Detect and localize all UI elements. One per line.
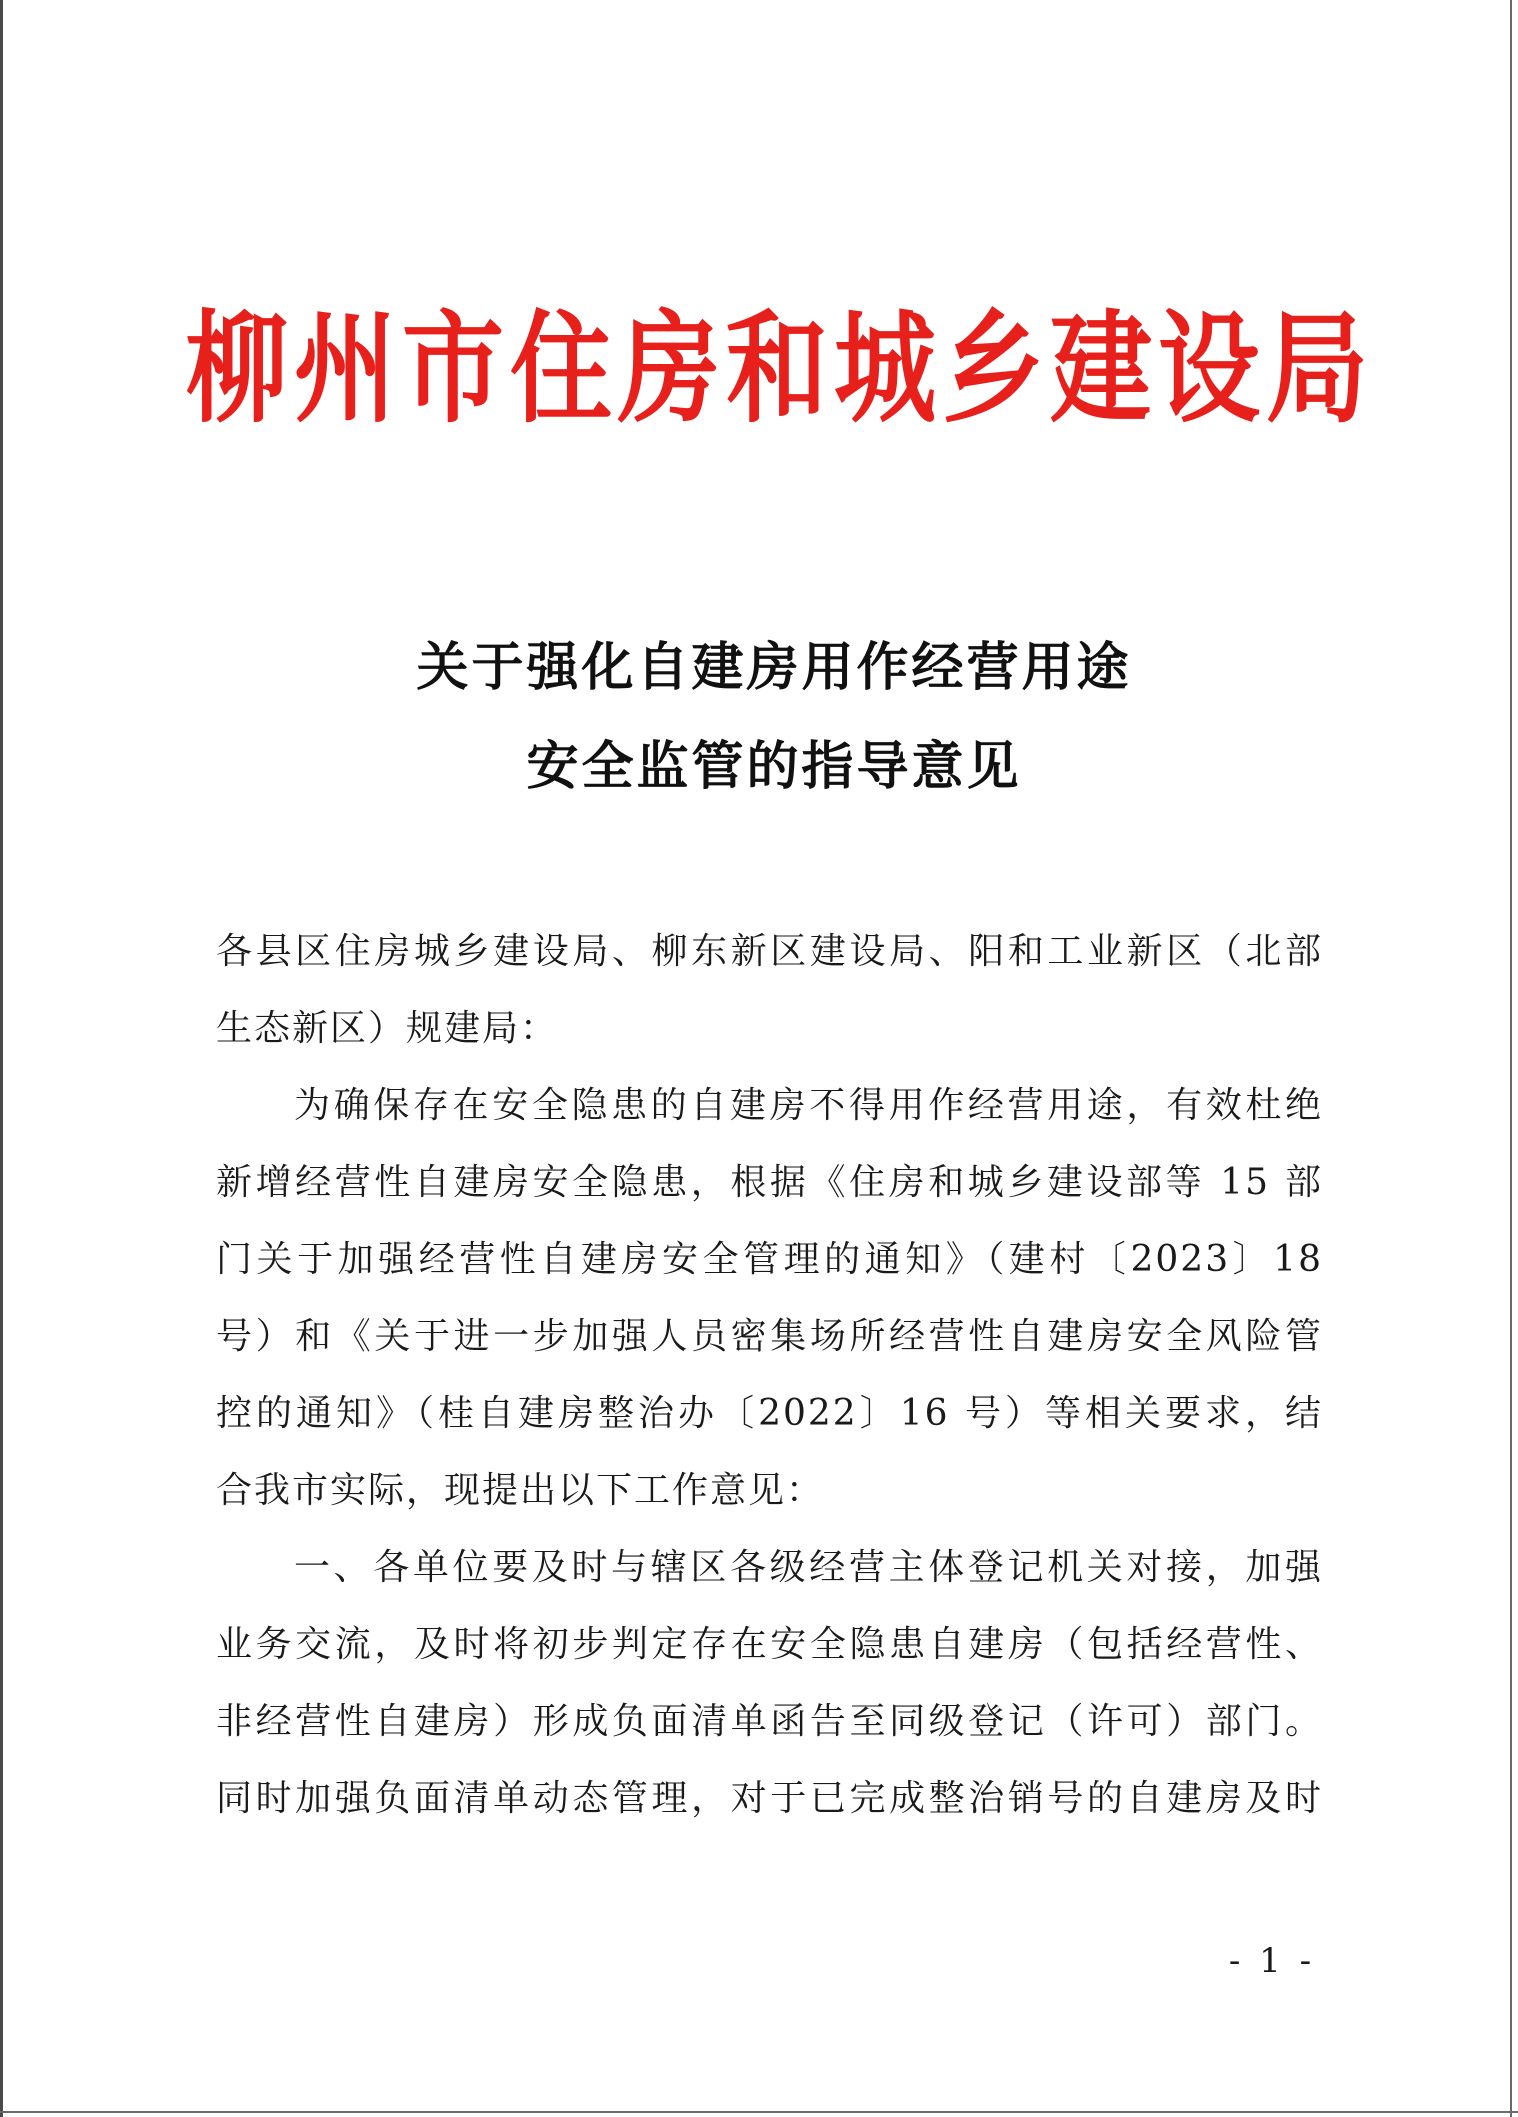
salutation-line: 各县区住房城乡建设局、柳东新区建设局、阳和工业新区（北部 xyxy=(216,931,1323,972)
paragraph-1-line: 合我市实际，现提出以下工作意见： xyxy=(216,1470,825,1511)
paragraph-2-line: 同时加强负面清单动态管理，对于已完成整治销号的自建房及时 xyxy=(216,1778,1323,1819)
paragraph-2-line: 一、各单位要及时与辖区各级经营主体登记机关对接，加强 xyxy=(294,1547,1323,1588)
agency-letterhead: 柳州市住房和城乡建设局 xyxy=(186,298,1374,440)
paragraph-2-line: 业务交流，及时将初步判定存在安全隐患自建房（包括经营性、 xyxy=(216,1624,1323,1665)
paragraph-1-line: 新增经营性自建房安全隐患，根据《住房和城乡建设部等 15 部 xyxy=(216,1162,1323,1203)
paragraph-1-line: 为确保存在安全隐患的自建房不得用作经营用途，有效杜绝 xyxy=(294,1085,1323,1126)
paragraph-2-line: 非经营性自建房）形成负面清单函告至同级登记（许可）部门。 xyxy=(216,1701,1323,1742)
scan-edge-bottom xyxy=(0,2111,1518,2113)
paragraph-1-line: 号）和《关于进一步加强人员密集场所经营性自建房安全风险管 xyxy=(216,1316,1323,1357)
paragraph-1-line: 门关于加强经营性自建房安全管理的通知》（建村〔2023〕18 xyxy=(216,1239,1323,1280)
document-body xyxy=(216,913,1323,1837)
paragraph-1-line: 控的通知》（桂自建房整治办〔2022〕16 号）等相关要求，结 xyxy=(216,1393,1323,1434)
document-title-line-2: 安全监管的指导意见 xyxy=(526,736,1022,797)
document-title-line-1: 关于强化自建房用作经营用途 xyxy=(416,637,1132,698)
page-number: - 1 - xyxy=(1228,1941,1316,1981)
salutation-line: 生态新区）规建局： xyxy=(216,1008,559,1049)
